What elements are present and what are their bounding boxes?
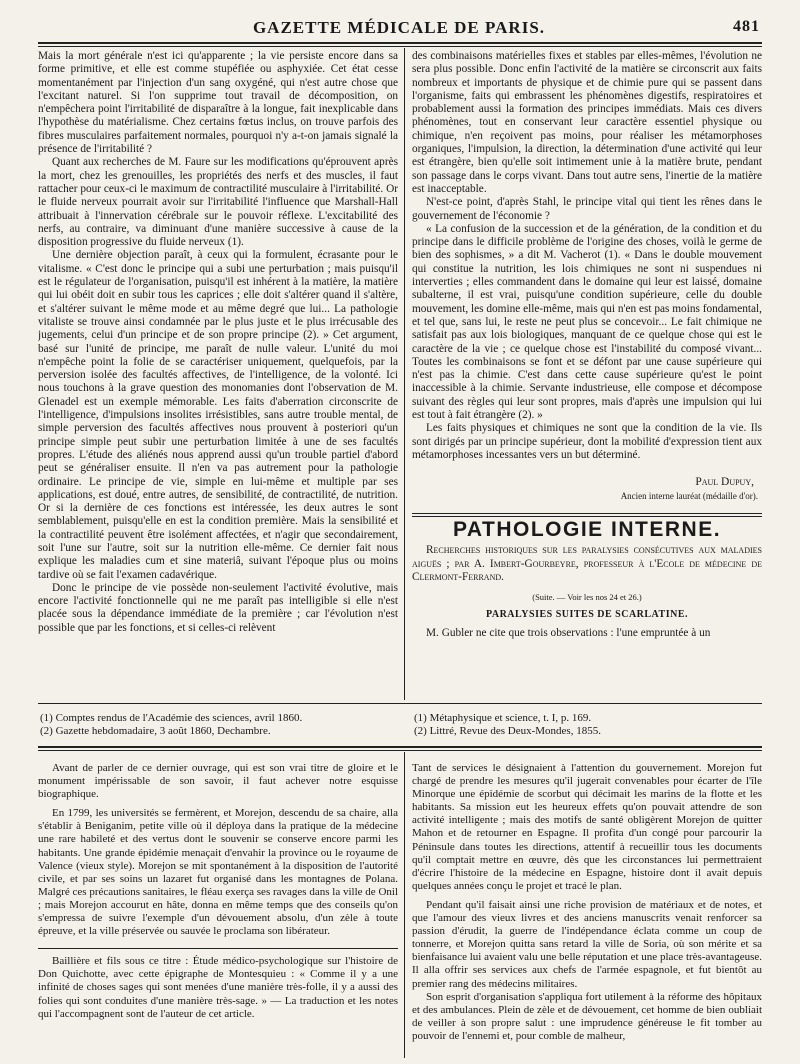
footnote: (1) Métaphysique et science, t. I, p. 169. xyxy=(414,712,592,724)
paragraph: Mais la mort générale n'est ici qu'apparente ; la vie persiste encore dans sa forme primitive, et elle est comme stupéfiée ou asphyxiée. Cet état cesse momentanément par l'injection d'un sang oxygéné, qui n'est autre chose que l'excitant naturel. Si l'on supprime tout travail de décomposition, on n'empêchera point l'irritabilité de disparaître à la longue, fait inexplicable dans l'hypothèse du matérialisme. Chez certains fœtus inclus, on trouve parfois des fibres musculaires parfaitement normales, pourquoi n'y a-t-on jamais signalé la présence de l'irritabilité ? xyxy=(38,50,398,156)
paragraph: N'est-ce point, d'après Stahl, le principe vital qui tient les rênes dans le gouvernement de l'économie ? xyxy=(412,196,762,222)
feuilleton-column-right xyxy=(412,762,762,1060)
page-number: 481 xyxy=(733,18,760,35)
paragraph: En 1799, les universités se fermèrent, et Morejon, descendu de sa chaire, alla s'établir à Beniganim, petite ville où il déploya dans la pratique de la médecine une rare habileté et des vertus dont le souvenir se conserve encore parmi les habitants. Une grande épidémie menaçait d'envahir la province ou le royaume de Valence (vieux style). Morejon se mit spontanément à la disposition de l'autorité civile, et par ses soins un lazaret fut organisé dans les montagnes de Polana. Malgré ces précautions sanitaires, le fléau exerça ses ravages dans la ville de Onil ; mais Morejon accourut en hâte, donna en même temps que des conseils qu'on s'empressa de suivre l'exemple d'un dévouement absolu, d'un zèle à toute épreuve, et la ville préservée ou sauvée le proclama son libérateur. xyxy=(38,807,398,938)
section-rule-thin xyxy=(412,516,762,517)
paragraph: Pendant qu'il faisait ainsi une riche provision de matériaux et de notes, et que l'amour des vieux livres et des anciens manuscrits venait renforcer sa passion d'érudit, la guerre de l'indépendance éclata comme un coup de tonnerre, et Morejon quitta sans retard la ville de Soria, où son mérite et sa bienfaisance lui avaient valu une belle réputation et une place très-avantageuse. Il alla offrir ses services aux chefs de l'armée espagnole, et fut bientôt au premier rang des médecins militaires. xyxy=(412,898,762,990)
article-column-right xyxy=(412,50,762,700)
section-subtitle: PARALYSIES SUITES DE SCARLATINE. xyxy=(486,608,688,620)
feuilleton-rule-thin xyxy=(38,750,762,751)
column-divider xyxy=(404,48,405,700)
author-title: Ancien interne lauréat (médaille d'or). xyxy=(620,490,758,501)
paragraph: Une dernière objection paraît, à ceux qui la formulent, écrasante pour le vitalisme. « C'est donc le principe qui a subi une perturbation ; mais puisqu'il est le régulateur de l'organisation, puisqu'il est inhérent à la matière, la matière qui lui obéit doit en subir tous les caprices ; elle doit s'altérer quand il s'altère, et s'altérer suivant le même mode et au même degré que lui... La pathologie vitaliste se trouve ainsi condamnée par le plus juste et le plus irrécusable des jugements, celui d'un principe et de son propre principe (2). » Cet argument, basé sur l'unité de principe, me paraît de nulle valeur. L'unité du moi n'empêche point la folie de se caractériser uniquement, quelquefois, par la perversion isolée des facultés affectives, de l'intelligence, de la volonté. Ici nous touchons à la grave question des monomanies dont l'observation de M. Glenadel est un exemple mémorable. Les faits d'aberration circonscrite de l'intelligence, d'impulsions insolites irrésistibles, sans autre trouble mental, de simple perversion des facultés affectives nous prouvent à posteriori qu'un principe simple peut subir une perturbation limitée à une de ses facultés propres. L'étude des aliénés nous apprend aussi qu'un trouble partiel d'abord peut se généraliser ensuite. Il n'en va pas autrement pour la pathologie ordinaire. Le principe de vie, simple en lui-même et multiple par ses applications, est doué, entre autres, de sensibilité, de contractilité, de nutrition. Or si la dernière de ces fonctions est intéressée, les deux autres le sont semblablement, puisqu'elle en est la condition première. Mais la sensibilité et la contractilité peuvent être isolément affectées, et n'agir que secondairement, soit l'une sur l'autre, soit sur la nutrition elle-même. Ce dernier fait nous explique les maladies cum et sine materiâ, suivant l'époque plus ou moins tardive où se fait l'examen cadavérique. xyxy=(38,249,398,581)
footnotes-left xyxy=(40,712,400,738)
article-column-left xyxy=(38,50,398,700)
footnote: (1) Comptes rendus de l'Académie des sciences, avril 1860. xyxy=(40,712,303,724)
journal-title: GAZETTE MÉDICALE DE PARIS. xyxy=(252,18,546,37)
paragraph: Son esprit d'organisation s'appliqua fort utilement à la réforme des hôpitaux et des ambulances. Plein de zèle et de dévouement, cet homme de bien oubliait de veiller à son propre salut : une imprudence généreuse le fit tomber au pouvoir de l'ennemi et, pour comble de malheur, xyxy=(412,990,762,1042)
header-rule-thin xyxy=(38,46,762,47)
paragraph: Avant de parler de ce dernier ouvrage, qui est son vrai titre de gloire et le monument impérissable de son savoir, il faut achever notre esquisse biographique. xyxy=(38,762,398,801)
paragraph: Donc le principe de vie possède non-seulement l'activité évolutive, mais encore l'activité fonctionnelle qui ne me paraît pas intelligible si elle n'est placée sous la dépendance immédiate de la première ; car l'évolution n'est possible que par les fonctions, et si celles-ci relèvent xyxy=(38,581,398,634)
section-heading: Recherches historiques sur les paralysies consécutives aux maladies aiguës ; par A. Imbert-Gourbeyre, professeur à l'Ecole de médecine de Clermont-Ferrand. xyxy=(412,544,762,584)
feuilleton-column-left xyxy=(38,762,398,1060)
page-header xyxy=(38,18,760,40)
paragraph: Les faits physiques et chimiques ne sont que la condition de la vie. Ils sont dirigés par un principe supérieur, dont la mobilité d'expression tient aux métamorphoses incessantes vers un but déterminé. xyxy=(412,422,762,461)
footnotes-right xyxy=(414,712,762,738)
column-divider xyxy=(404,752,405,1058)
paragraph: M. Gubler ne cite que trois observations : l'une empruntée à un xyxy=(426,627,711,640)
section-title: PATHOLOGIE INTERNE. xyxy=(452,517,722,541)
paragraph: des combinaisons matérielles fixes et stables par elles-mêmes, l'évolution ne sera plus possible. Donc enfin l'activité de la matière se circonscrit aux faits nombreux et importants de physique et de chimie pure qui se passent dans l'organisme, faits qui embrassent les phénomènes digestifs, respiratoires et probablement aussi la formation des principes immédiats. Mais ces divers phénomènes, tout en conservant leur caractère essentiel physique ou chimique, n'en reçoivent pas moins, pour réaliser les métamorphoses organiques, l'impulsion, la direction, la détermination d'une activité qui leur est étrangère, bien qu'elle soit intimement unie à la matière brute, pendant son passage dans le corps vivant. Dans tout autre sens, l'inertie de la matière est inacceptable. xyxy=(412,50,762,195)
footnote: (2) Littré, Revue des Deux-Mondes, 1855. xyxy=(414,725,601,737)
paragraph: « La confusion de la succession et de la génération, de la condition et du principe dans le difficile problème de l'origine des choses, voilà le germe de bien des sophismes, » a dit M. Vacherot (1). « Dans le double mouvement qui constitue la nutrition, les lois chimiques ne sont ni suspendues ni interverties ; elles commandent dans le domaine qui leur est laissé, domaine subalterne, il est vrai, puisqu'une condition supérieure, celle du double mouvement, les domine elle-même, mais qui n'en est pas moins fondamental, et tel que, sans lui, le reste ne peut plus se concevoir... Le fait chimique ne satisfait pas aux lois biologiques, manquant de ce quelque chose qui est le caractère de la vie ; ce quelque chose est l'instabilité du composé vivant... Toutes les combinaisons se font et se défont par une cause supérieure qui n'est pas la chimie. C'est dans cette cause supérieure qu'est le point inaccessible à la chimie. Servante industrieuse, elle compose et décompose suivant des règles qui leur sont propres, mais d'après une impulsion qui lui est tout à fait étrangère (2). » xyxy=(412,222,762,422)
paragraph: Quant aux recherches de M. Faure sur les modifications qu'éprouvent après la mort, chez les grenouilles, les propriétés des nerfs et des muscles, il faut rattacher pour ceux-ci le maximum de contractilité musculaire à l'irritabilité. Or le fluide nerveux pourrait avoir sur l'irritabilité l'influence que Marshall-Hall attribuait à l'innervation cérébrale sur le pouvoir réflexe. L'excitabilité des nerfs, au contraire, va diminuant d'une manière successive à cause de la disposition progressive du fluide nerveux (1). xyxy=(38,156,398,249)
continuation-note: (Suite. — Voir les nos 24 et 26.) xyxy=(532,591,642,602)
footnote-rule xyxy=(38,948,398,949)
feuilleton-rule xyxy=(38,746,762,748)
paragraph: Baillière et fils sous ce titre : Étude médico-psychologique sur l'histoire de Don Quichotte, avec cette épigraphe de Montesquieu : « Comme il y a une infinité de choses sages qui sont menées d'une manière très-folle, il y a aussi des folies qui sont conduites d'une manière très-sage. » — La traduction et les notes qui l'accompagnent sont de l'auteur de cet article. xyxy=(38,955,398,1020)
header-rule xyxy=(38,42,762,44)
author-signature: Paul Dupuy, xyxy=(695,476,754,489)
paragraph: Tant de services le désignaient à l'attention du gouvernement. Morejon fut chargé de prendre les mesures qu'il jugerait convenables pour écarter de l'île Minorque une épidémie de scorbut qui décimait les marins de la flotte et les habitants. Sa mission eut les heureux effets qu'on pouvait attendre de son activité intelligente ; mais des motifs de santé obligèrent Morejon de quitter Mahon et de retourner en Espagne. Il profita d'un congé pour parcourir la Péninsule dans toutes les directions, attentif à recueillir tous les documents qu'il comptait mettre en œuvre, dès que les circonstances lui permettraient d'écrire l'histoire de la médecine en Espagne, histoire dont il avait depuis quelques années conçu le projet et tracé le plan. xyxy=(412,762,762,892)
section-rule xyxy=(412,513,762,514)
footnote: (2) Gazette hebdomadaire, 3 août 1860, Dechambre. xyxy=(40,725,271,737)
footnote-rule xyxy=(38,703,762,704)
